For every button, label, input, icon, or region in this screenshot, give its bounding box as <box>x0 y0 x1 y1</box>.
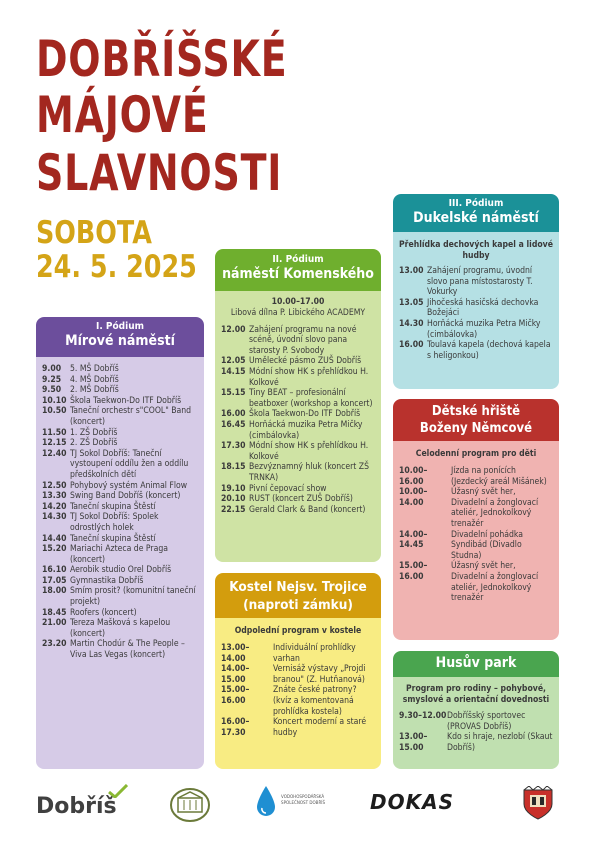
program-text: Zahájení programu, úvodní slovo pana místostarosty T. Vokurky <box>427 266 533 298</box>
program-item <box>221 505 375 516</box>
program-text: Roofers (koncert) <box>70 607 137 618</box>
program-item <box>221 356 375 367</box>
check-icon <box>108 784 128 798</box>
date-value: 24. 5. 2025 <box>36 249 197 285</box>
program-item <box>221 462 375 483</box>
program-text: Taneční orchestr s"COOL" Band (koncert) <box>70 406 192 427</box>
program-time: 13.00–14.00 <box>221 643 250 664</box>
program-text: Gymnastika Dobříš <box>70 575 144 586</box>
playground-title: Dětské hřiště <box>431 404 521 419</box>
program-item <box>221 717 375 738</box>
program-text: Martin Chodúr & The People – Viva Las Vegas (koncert) <box>70 639 185 661</box>
program-time: 13.00–15.00 <box>399 732 428 753</box>
town-emblem-icon <box>168 786 212 824</box>
stage1-place: Mírové náměstí <box>65 333 175 349</box>
program-text: Škola Taekwon-Do ITF Dobříš <box>249 409 361 420</box>
program-text: Tereza Mašková s kapelou (koncert) <box>70 618 171 639</box>
program-text: 5. MŠ Dobříš <box>70 364 119 374</box>
program-item <box>399 711 553 732</box>
stage3-program <box>393 232 559 365</box>
playground-card <box>393 399 559 640</box>
program-time: 21.00 <box>42 618 67 629</box>
program-text: Úžasný svět her, Divadelní a žonglovací ateliér, Jednokolkový trenažér <box>451 487 539 529</box>
program-item <box>399 561 553 603</box>
program-text: Módní show HK s přehlídkou H. Kolkové <box>249 441 369 462</box>
program-item <box>221 685 375 717</box>
program-time: 13.05 <box>399 297 424 308</box>
playground-program <box>393 441 559 608</box>
program-item <box>221 388 375 409</box>
program-item <box>399 466 553 487</box>
program-item <box>221 420 375 441</box>
church-subtitle: (naproti zámku) <box>243 597 353 613</box>
program-time: 10.10 <box>42 395 67 406</box>
program-time: 17.05 <box>42 575 67 586</box>
program-time: 20.10 <box>221 494 246 505</box>
program-item <box>42 364 198 375</box>
program-item <box>42 396 198 407</box>
program-text: 2. ZŠ Dobříš <box>70 438 118 449</box>
church-header <box>215 573 381 618</box>
dobris-logo-text: Dobříš <box>36 794 117 819</box>
program-time: 15.15 <box>221 388 246 399</box>
program-text: Taneční skupina Štěstí <box>70 533 156 544</box>
program-time: 15.00–16.00 <box>221 685 250 706</box>
program-time: 10.00–14.00 <box>399 487 428 508</box>
program-time: 16.00 <box>399 340 424 351</box>
stage2-sub-time: 10.00–17.00 <box>271 297 325 307</box>
program-item <box>221 367 375 388</box>
sponsor-logos <box>0 782 595 827</box>
program-text: Taneční skupina Štěstí <box>70 501 156 512</box>
stage2-sub-text: Libová dílna P. Libického ACADEMY <box>230 308 366 318</box>
program-time: 23.20 <box>42 639 67 650</box>
program-time: 10.00–16.00 <box>399 466 428 487</box>
program-time: 18.15 <box>221 462 246 473</box>
program-time: 14.00–15.00 <box>221 664 250 685</box>
church-list <box>221 643 375 738</box>
program-time: 22.15 <box>221 504 246 515</box>
program-text: Mariachi Azteca de Praga (koncert) <box>70 544 168 565</box>
program-text: Horňácká muzika Petra Mičky (cimbálovka) <box>427 318 541 340</box>
program-item <box>42 534 198 545</box>
program-text: Jihočeská hasičská dechovka Božejáci <box>427 297 539 319</box>
stage1-program <box>36 357 204 665</box>
program-text: Škola Taekwon-Do ITF Dobříš <box>70 395 182 406</box>
program-item <box>42 502 198 513</box>
program-time: 16.45 <box>221 419 246 430</box>
program-text: TJ Sokol Dobříš: Spolek odrostlých holek <box>70 512 159 533</box>
church-program <box>215 618 381 742</box>
program-time: 19.10 <box>221 483 246 494</box>
program-text: Módní show HK s přehlídkou H. Kolkové <box>249 366 369 388</box>
program-time: 12.40 <box>42 448 67 459</box>
date-day: SOBOTA <box>36 215 152 251</box>
program-time: 12.15 <box>42 438 67 449</box>
program-item <box>221 494 375 505</box>
stage3-sub: Přehlídka dechových kapel a lidové hudby <box>399 240 553 261</box>
park-header <box>393 651 559 677</box>
program-time: 12.05 <box>221 356 246 367</box>
program-text: TJ Sokol Dobříš: Taneční vystoupení oddílu žen a oddílu předškolních dětí <box>70 448 189 480</box>
poster-title-line1: DOBŘÍŠSKÉ <box>36 30 288 88</box>
program-text: Zahájení programu na nové scéně, úvodní slovo pana starosty P. Svobody <box>249 324 357 356</box>
park-sub: Program pro rodiny – pohybové, smyslové a orientační dovednosti <box>402 684 550 705</box>
program-item <box>42 565 198 576</box>
program-item <box>42 512 198 533</box>
program-text: Kdo si hraje, nezlobí (Skaut Dobříš) <box>447 732 553 753</box>
program-time: 9.30–12.00 <box>399 711 447 721</box>
stage3-list <box>399 266 553 361</box>
program-text: Umělecké pásmo ZUŠ Dobříš <box>249 356 362 367</box>
program-time: 12.00 <box>221 324 246 335</box>
playground-header <box>393 399 559 441</box>
program-text: Jízda na ponících (Jezdecký areál Mišánek) <box>451 466 547 487</box>
stage1-card <box>36 317 204 769</box>
program-text: Horňácká muzika Petra Mičky (cimbálovka) <box>249 419 363 441</box>
stage1-header <box>36 317 204 357</box>
program-text: Individuální prohlídky varhan <box>273 643 356 664</box>
coat-of-arms-icon <box>520 786 556 822</box>
program-item <box>42 481 198 492</box>
program-text: Bezvýznamný hluk (koncert ZŠ TRNKA) <box>249 462 370 483</box>
program-item <box>42 544 198 565</box>
playground-sub: Celodenní program pro děti <box>415 449 537 459</box>
program-time: 9.25 <box>42 374 62 385</box>
program-text: Smím prosit? (komunitní taneční projekt) <box>70 586 196 608</box>
program-item <box>42 608 198 619</box>
poster-title-line2: MÁJOVÉ SLAVNOSTI <box>36 86 283 202</box>
program-text: Toulavá kapela (dechová kapela s heligonkou) <box>427 340 551 361</box>
program-text: Gerald Clark & Band (koncert) <box>249 504 366 515</box>
program-item <box>399 530 553 562</box>
program-time: 16.00 <box>221 409 246 420</box>
program-text: Divadelní pohádka Syndibád (Divadlo Studna) <box>451 529 523 561</box>
program-item <box>42 491 198 502</box>
church-card <box>215 573 381 769</box>
program-item <box>399 732 553 753</box>
program-time: 13.30 <box>42 491 67 502</box>
program-item <box>42 375 198 386</box>
program-time: 10.50 <box>42 406 67 417</box>
stage3-card <box>393 194 559 389</box>
program-item <box>221 643 375 664</box>
program-text: Znáte české patrony? (kvíz a komentovaná prohlídka kostela) <box>273 685 357 717</box>
program-item <box>42 586 198 607</box>
stage3-place: Dukelské náměstí <box>413 210 539 226</box>
program-time: 15.20 <box>42 544 67 555</box>
stage2-place: náměstí Komenského <box>222 266 374 282</box>
stage2-number: II. Pódium <box>272 254 324 265</box>
stage3-header <box>393 194 559 232</box>
dobris-logo <box>36 794 117 819</box>
program-text: 1. ZŠ Dobříš <box>70 427 118 438</box>
program-item <box>221 484 375 495</box>
church-title: Kostel Nejsv. Trojice <box>229 579 367 595</box>
church-sub: Odpolední program v kostele <box>234 626 362 636</box>
program-item <box>399 319 553 340</box>
water-drop-icon <box>254 784 278 820</box>
program-item <box>42 639 198 660</box>
program-item <box>221 325 375 357</box>
program-time: 14.20 <box>42 501 67 512</box>
program-time: 12.50 <box>42 480 67 491</box>
program-time: 11.50 <box>42 427 67 438</box>
program-item <box>42 385 198 396</box>
park-list <box>399 711 553 753</box>
program-time: 16.10 <box>42 565 67 576</box>
program-item <box>42 618 198 639</box>
dokas-logo <box>370 790 454 814</box>
stage2-card <box>215 249 381 562</box>
program-time: 15.00–16.00 <box>399 561 428 582</box>
program-time: 9.50 <box>42 385 62 396</box>
dokas-logo-text: DOKAS <box>370 790 454 814</box>
vodo-logo-text: VODOHOSPODÁŘSKÁ SPOLEČNOST DOBŘÍŠ <box>281 795 326 806</box>
program-time: 13.00 <box>399 266 424 276</box>
program-time: 14.30 <box>399 318 424 329</box>
program-text: RUST (koncert ZUŠ Dobříš) <box>249 494 353 505</box>
park-card <box>393 651 559 769</box>
program-text: Úžasný svět her, Divadelní a žonglovací ateliér, Jednokolkový trenažér <box>451 561 539 604</box>
program-item <box>399 298 553 319</box>
program-item <box>42 406 198 427</box>
program-time: 14.40 <box>42 533 67 544</box>
program-time: 14.15 <box>221 366 246 377</box>
stage1-number: I. Pódium <box>96 321 144 332</box>
stage2-program <box>215 291 381 519</box>
program-text: Pohybový systém Animal Flow <box>70 480 188 491</box>
program-item <box>42 576 198 587</box>
program-text: Dobříšský sportovec (PROVAS Dobříš) <box>447 711 526 732</box>
program-time: 14.30 <box>42 512 67 523</box>
playground-subtitle: Boženy Němcové <box>419 421 533 436</box>
program-item <box>221 441 375 462</box>
program-item <box>42 428 198 439</box>
program-time: 18.45 <box>42 607 67 618</box>
program-time: 9.00 <box>42 364 62 374</box>
program-item <box>399 487 553 529</box>
program-item <box>399 266 553 298</box>
park-program <box>393 677 559 757</box>
program-item <box>42 449 198 481</box>
program-text: Pivní čepovací show <box>249 483 327 494</box>
program-time: 16.00–17.30 <box>221 717 250 738</box>
playground-list <box>399 466 553 604</box>
program-text: Aerobik studio Orel Dobříš <box>70 565 172 576</box>
program-item <box>399 340 553 361</box>
program-time: 17.30 <box>221 441 246 452</box>
program-text: Tiny BEAT – profesionální beatboxer (workshop a koncert) <box>249 388 373 409</box>
program-text: Swing Band Dobříš (koncert) <box>70 491 181 502</box>
program-text: Vernisáž výstavy „Projdi branou" (Z. Hutňanová) <box>273 664 366 685</box>
program-time: 14.00–14.45 <box>399 529 428 551</box>
program-text: 2. MŠ Dobříš <box>70 385 119 396</box>
program-item <box>221 409 375 420</box>
program-item <box>42 438 198 449</box>
program-time: 18.00 <box>42 586 67 597</box>
stage2-list <box>221 325 375 516</box>
stage2-header <box>215 249 381 291</box>
stage3-number: III. Pódium <box>448 198 504 209</box>
program-item <box>221 664 375 685</box>
program-text: 4. MŠ Dobříš <box>70 374 119 385</box>
program-text: Koncert moderní a staré hudby <box>273 717 367 738</box>
park-title: Husův park <box>435 655 517 671</box>
